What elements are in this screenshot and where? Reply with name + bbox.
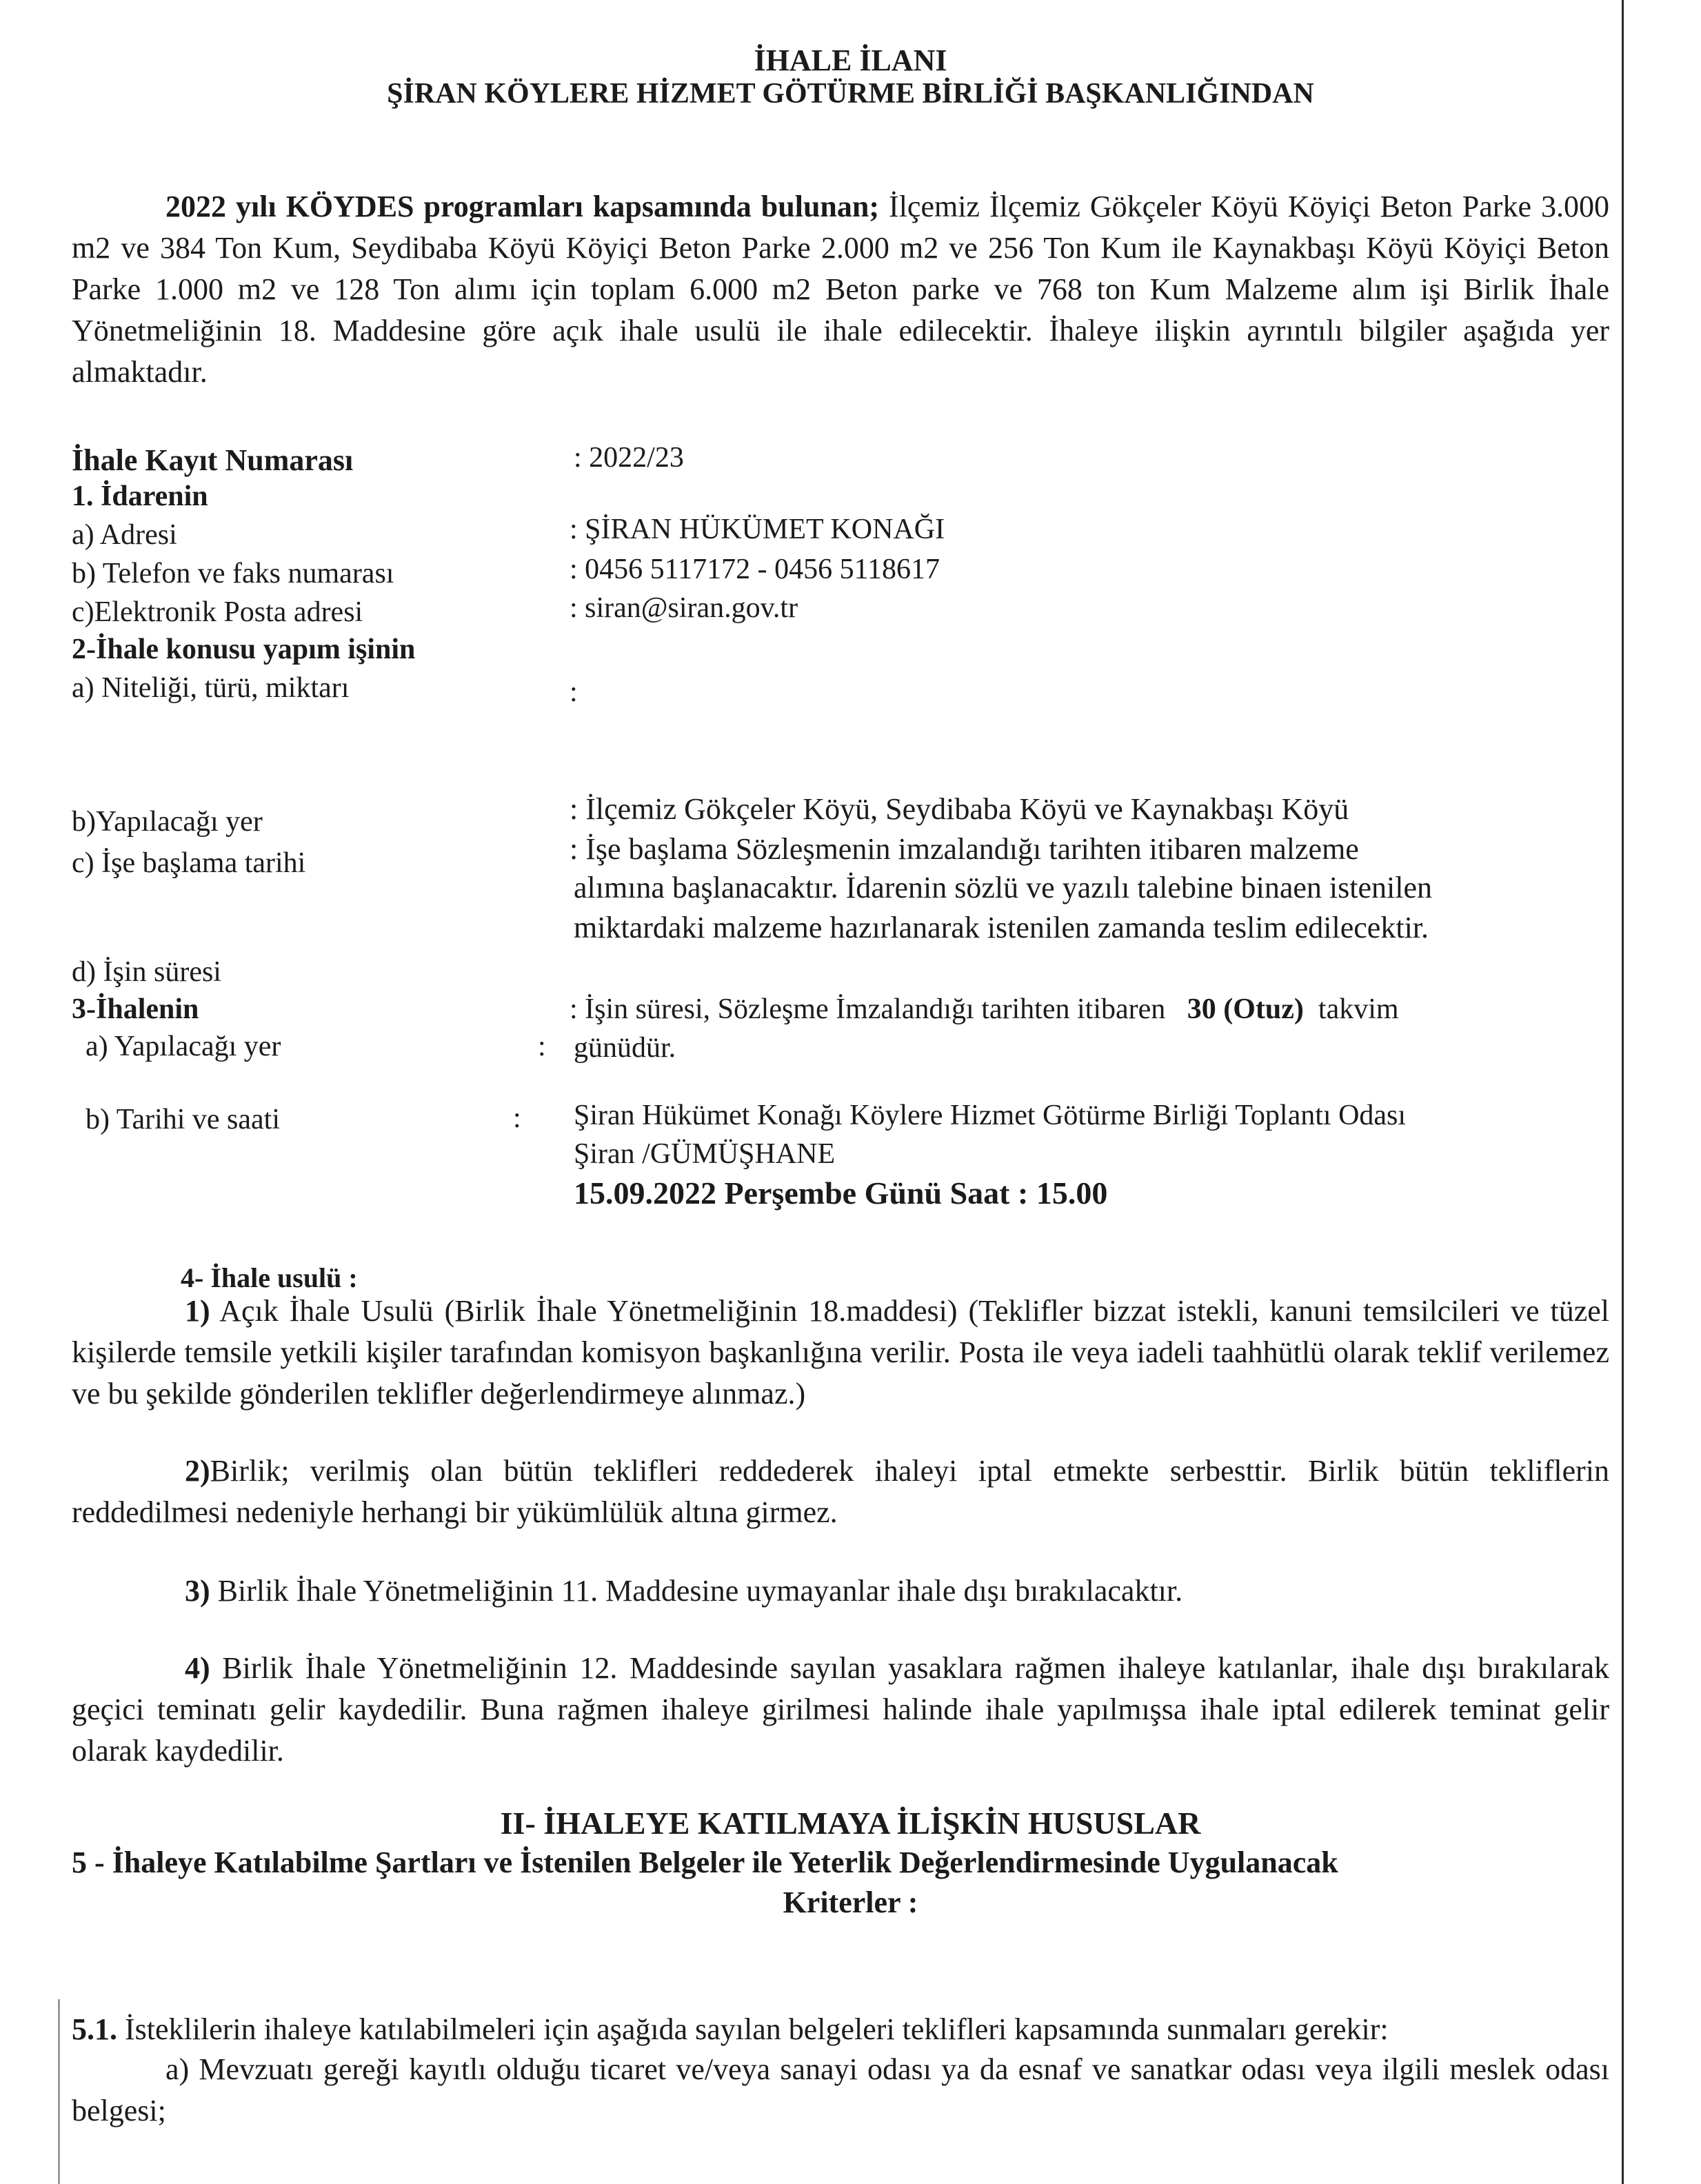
tarih-line1: Şiran Hükümet Konağı Köylere Hizmet Götürme Birliği Toplantı Odası — [574, 1100, 1407, 1131]
tarih-label: b) Tarihi ve saati — [85, 1104, 281, 1135]
document-title: İHALE İLANI — [754, 43, 947, 77]
section2-pa — [72, 2049, 1609, 2132]
ihale-yer-label: a) Yapılacağı yer — [85, 1031, 281, 1062]
baslama-line2: alımına başlanacaktır. İdarenin sözlü ve yazılı talebine binaen istenilen — [574, 871, 1432, 904]
sure-line1-a: : İşin süresi, Sözleşme İmzalandığı tarihten itibaren — [570, 993, 1166, 1025]
adres-label: a) Adresi — [72, 519, 177, 551]
baslama-label: c) İşe başlama tarihi — [72, 847, 306, 879]
usul-p2-num: 2) — [185, 1454, 210, 1488]
section2-p51 — [72, 2009, 1609, 2050]
usul-p4-num: 4) — [185, 1651, 210, 1685]
sure-label: d) İşin süresi — [72, 956, 221, 988]
adres-value: : ŞİRAN HÜKÜMET KONAĞI — [570, 514, 945, 545]
idare-heading: 1. İdarenin — [72, 481, 208, 512]
kayit-label: İhale Kayıt Numarası — [72, 443, 354, 477]
ihalenin-heading: 3-İhalenin — [72, 993, 199, 1025]
sure-line1 — [570, 993, 1399, 1026]
usul-p2-text: Birlik; verilmiş olan bütün teklifleri reddederek ihaleyi iptal etmekte serbesttir. Birlik bütün tekliflerin reddedilmesi nedeniyle herhangi bir yükümlülük altına girmez. — [72, 1454, 1609, 1529]
section2-p51-text: İsteklilerin ihaleye katılabilmeleri için aşağıda sayılan belgeleri teklifleri kapsamında sunmaları gerekir: — [117, 2012, 1389, 2046]
tarih-line3: 15.09.2022 Perşembe Günü Saat : 15.00 — [574, 1175, 1108, 1211]
nitelik-value: : — [570, 676, 578, 708]
usul-p1 — [72, 1291, 1609, 1415]
usul-p3 — [72, 1570, 1609, 1612]
tel-value: : 0456 5117172 - 0456 5118617 — [570, 554, 940, 585]
baslama-line1: : İşe başlama Sözleşmenin imzalandığı tarihten itibaren malzeme — [570, 832, 1359, 866]
yer-value: : İlçemiz Gökçeler Köyü, Seydibaba Köyü ve Kaynakbaşı Köyü — [570, 792, 1349, 826]
eposta-value: : siran@siran.gov.tr — [570, 592, 798, 624]
nitelik-label: a) Niteliği, türü, miktarı — [72, 672, 350, 704]
section2-p51-num: 5.1. — [72, 2012, 117, 2046]
intro-lead: 2022 yılı KÖYDES programları kapsamında bulunan; — [165, 190, 880, 223]
usul-heading: 4- İhale usulü : — [181, 1262, 358, 1293]
usul-p2 — [72, 1450, 1609, 1533]
tel-label: b) Telefon ve faks numarası — [72, 558, 394, 589]
kayit-value: : 2022/23 — [574, 442, 684, 474]
baslama-line3: miktardaki malzeme hazırlanarak istenilen zamanda teslim edilecektir. — [574, 911, 1429, 944]
eposta-label: c)Elektronik Posta adresi — [72, 596, 363, 628]
sure-line2: günüdür. — [574, 1032, 676, 1064]
usul-p1-text: Açık İhale Usulü (Birlik İhale Yönetmeliğinin 18.maddesi) (Teklifler bizzat istekli, kanuni temsilcileri ve tüzel kişilerde temsile yetkili kişiler tarafından komisyon başkanlığına verilir. Posta ile veya iadeli taahhütlü olarak teklif verilemez ve bu şekilde gönderilen teklifler değerlendirmeye alınmaz.) — [72, 1294, 1609, 1410]
usul-p3-text: Birlik İhale Yönetmeliğinin 11. Maddesine uymayanlar ihale dışı bırakılacaktır. — [210, 1574, 1183, 1608]
konu-heading: 2-İhale konusu yapım işinin — [72, 634, 416, 665]
usul-p4 — [72, 1648, 1609, 1772]
section2-pa-text: a) Mevzuatı gereği kayıtlı olduğu ticaret ve/veya sanayi odası ya da esnaf ve sanatkar odası veya ilgili meslek odası belgesi; — [72, 2052, 1609, 2127]
usul-p1-num: 1) — [185, 1294, 210, 1328]
usul-p4-text: Birlik İhale Yönetmeliğinin 12. Maddesinde sayılan yasaklara rağmen ihaleye katılanlar, ihale dışı bırakılarak geçici teminatı gelir kaydedilir. Buna rağmen ihaleye girilmesi halinde ihale yapılmışsa ihale iptal edilerek teminat gelir olarak kaydedilir. — [72, 1651, 1609, 1768]
intro-paragraph — [72, 186, 1609, 393]
sure-line1-b: takvim — [1318, 993, 1399, 1025]
section2-title: II- İHALEYE KATILMAYA İLİŞKİN HUSUSLAR — [500, 1806, 1201, 1841]
tarih-colon: : — [513, 1102, 521, 1134]
yer-label: b)Yapılacağı yer — [72, 806, 263, 838]
intro-text: İlçemiz İlçemiz Gökçeler Köyü Köyiçi Beton Parke 3.000 m2 ve 384 Ton Kum, Seydibaba Köyü Köyiçi Beton Parke 2.000 m2 ve 256 Ton Kum ile Kaynakbaşı Köyü Köyiçi Beton Parke 1.000 m2 ve 128 Ton alımı için toplam 6.000 m2 Beton parke ve 768 ton Kum Malzeme alım işi Birlik İhale Yönetmeliğinin 18. Maddesine göre açık ihale usulü ile ihale edilecektir. İhaleye ilişkin ayrıntılı bilgiler aşağıda yer almaktadır. — [72, 190, 1609, 389]
section2-sub1: 5 - İhaleye Katılabilme Şartları ve İstenilen Belgeler ile Yeterlik Değerlendirmesinde Uygulanacak — [72, 1846, 1338, 1879]
ihale-yer-colon: : — [538, 1031, 546, 1062]
usul-p3-num: 3) — [185, 1574, 210, 1608]
document-subtitle: ŞİRAN KÖYLERE HİZMET GÖTÜRME BİRLİĞİ BAŞKANLIĞINDAN — [387, 78, 1314, 110]
section2-sub2: Kriterler : — [783, 1885, 918, 1919]
tarih-line2: Şiran /GÜMÜŞHANE — [574, 1138, 836, 1170]
sure-line1-bold: 30 (Otuz) — [1187, 993, 1304, 1025]
